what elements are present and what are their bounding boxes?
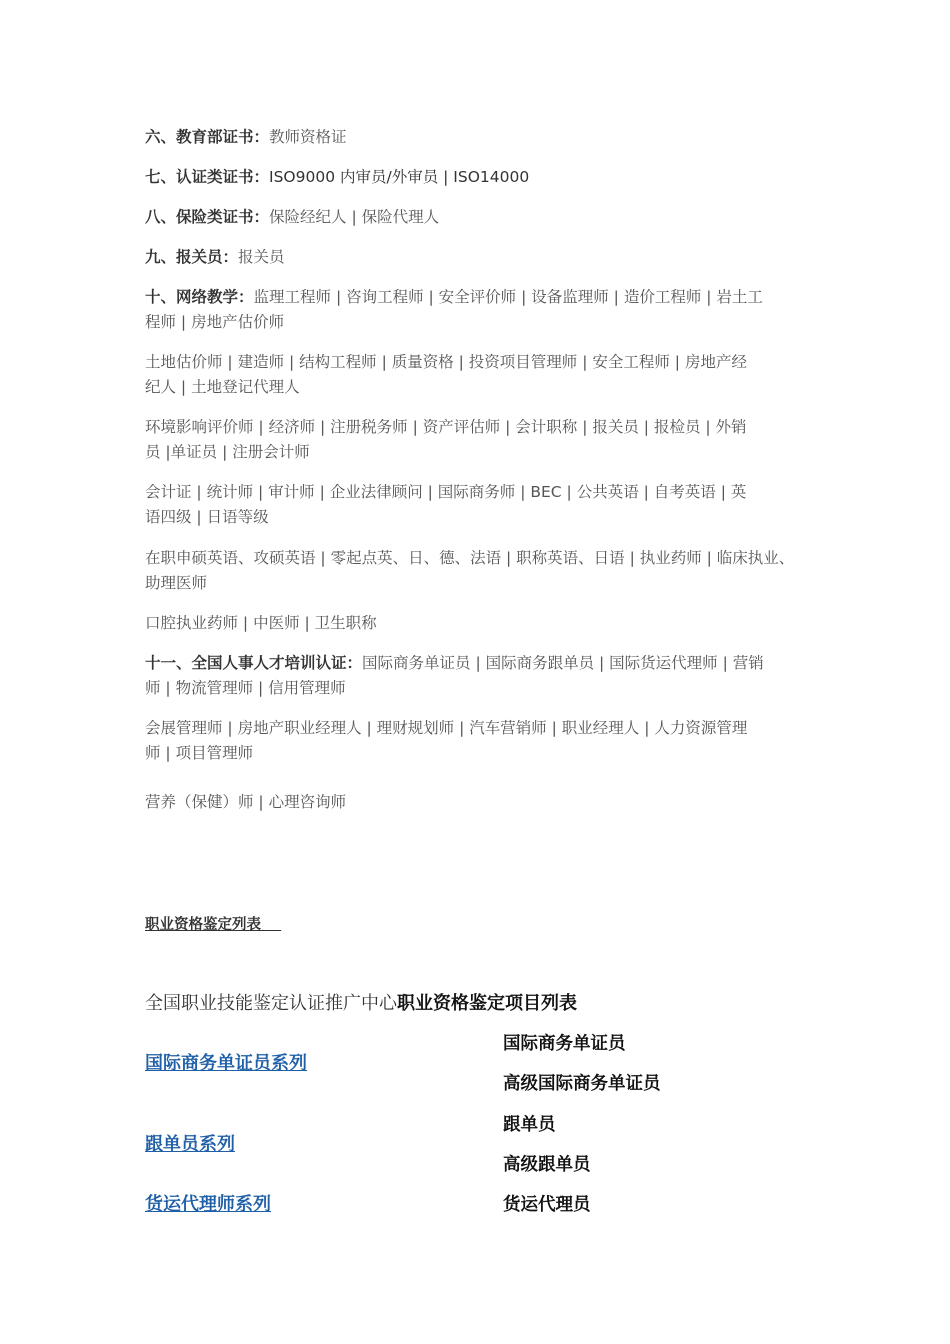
- main-title: [145, 991, 577, 1017]
- section-insurance: [145, 205, 810, 230]
- section-heading: 六、教育部证书：: [145, 128, 270, 146]
- section-line1: 土地估价师 | 建造师 | 结构工程师 | 质量资格 | 投资项目管理师 | 安全工程师 | 房地产经: [145, 353, 747, 371]
- main-title-bold: 职业资格鉴定项目列表: [397, 993, 577, 1014]
- section-education: [145, 125, 810, 150]
- series-item: 高级国际商务单证员: [503, 1074, 661, 1094]
- series-item: 国际商务单证员: [503, 1034, 626, 1054]
- series-link-document-clerk[interactable]: 国际商务单证员系列: [145, 1053, 307, 1074]
- section-text: 保险经纪人 | 保险代理人: [269, 208, 440, 226]
- series-item: 跟单员: [503, 1115, 556, 1135]
- list-paragraph: [145, 790, 810, 815]
- section-line2: 程师 | 房地产估价师: [145, 313, 285, 331]
- section-heading: 七、认证类证书：: [145, 168, 270, 186]
- list-paragraph: [145, 546, 810, 596]
- section-line2: 助理医师: [145, 574, 208, 592]
- section-heading: 十一、全国人事人才培训认证：: [145, 654, 363, 672]
- section-line2: 语四级 | 日语等级: [145, 508, 269, 526]
- section-line1: 环境影响评价师 | 经济师 | 注册税务师 | 资产评估师 | 会计职称 | 报关员 | 报检员 | 外销: [145, 418, 747, 436]
- section-line2: 纪人 | 土地登记代理人: [145, 378, 300, 396]
- section-line1: 国际商务单证员 | 国际商务跟单员 | 国际货运代理师 | 营销: [362, 654, 764, 672]
- series-link-freight-agent[interactable]: 货运代理师系列: [145, 1194, 271, 1215]
- section-hr-training: [145, 651, 810, 701]
- section-line1: 营养（保健）师 | 心理咨询师: [145, 793, 347, 811]
- list-paragraph: [145, 350, 810, 400]
- section-text: 教师资格证: [269, 128, 347, 146]
- section-heading: 十、网络教学：: [145, 288, 254, 306]
- main-title-prefix: 全国职业技能鉴定认证推广中心: [145, 993, 397, 1014]
- series-item: 货运代理员: [503, 1195, 591, 1215]
- section-heading: 九、报关员：: [145, 248, 239, 266]
- section-line2: 师 | 项目管理师: [145, 744, 254, 762]
- section-line2: 师 | 物流管理师 | 信用管理师: [145, 679, 346, 697]
- section-certification: [145, 165, 810, 190]
- list-title: 职业资格鉴定列表: [145, 917, 261, 933]
- section-text: ISO9000 内审员/外审员 | ISO14000: [269, 168, 530, 186]
- section-text: 报关员: [238, 248, 285, 266]
- list-paragraph: [145, 716, 810, 766]
- section-line1: 会计证 | 统计师 | 审计师 | 企业法律顾问 | 国际商务师 | BEC | 公共英语 | 自考英语 | 英: [145, 483, 747, 501]
- section-line2: 员 |单证员 | 注册会计师: [145, 443, 310, 461]
- section-line1: 监理工程师 | 咨询工程师 | 安全评价师 | 设备监理师 | 造价工程师 | 岩土工: [253, 288, 763, 306]
- section-heading: 八、保险类证书：: [145, 208, 270, 226]
- list-paragraph: [145, 480, 810, 530]
- section-online-teaching: [145, 285, 810, 335]
- section-line1: 会展管理师 | 房地产职业经理人 | 理财规划师 | 汽车营销师 | 职业经理人 | 人力资源管理: [145, 719, 748, 737]
- series-item: 高级跟单员: [503, 1155, 591, 1175]
- section-customs: [145, 245, 810, 270]
- list-paragraph: [145, 415, 810, 465]
- list-paragraph: [145, 611, 810, 636]
- section-line1: 在职申硕英语、攻硕英语 | 零起点英、日、德、法语 | 职称英语、日语 | 执业药师 | 临床执业、: [145, 549, 795, 567]
- section-line1: 口腔执业药师 | 中医师 | 卫生职称: [145, 614, 377, 632]
- series-link-merchandiser[interactable]: 跟单员系列: [145, 1134, 235, 1155]
